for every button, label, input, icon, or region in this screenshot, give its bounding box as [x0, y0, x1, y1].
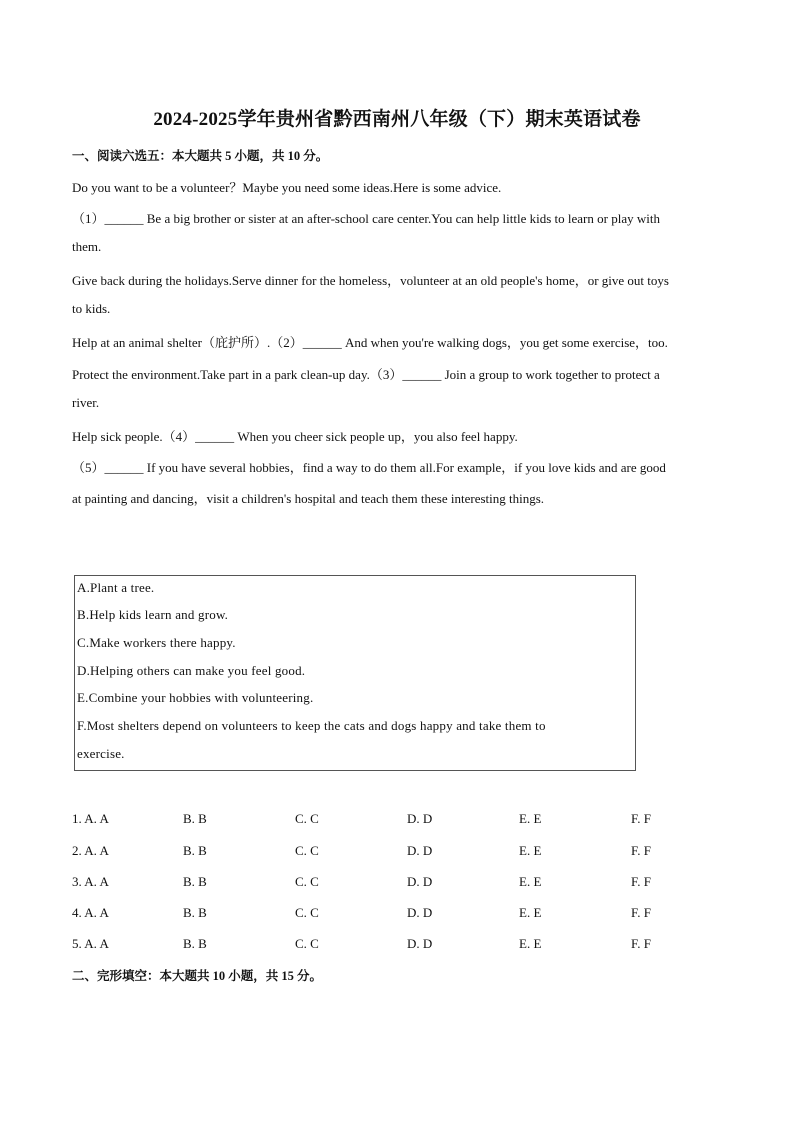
- passage-line-1: Do you want to be a volunteer？Maybe you need some ideas.Here is some advice.: [72, 180, 502, 195]
- answer-choice[interactable]: D. D: [407, 936, 433, 951]
- passage-line-3: them.: [72, 239, 102, 254]
- answer-choice[interactable]: 4. A. A: [72, 905, 109, 920]
- answer-choice[interactable]: F. F: [631, 811, 651, 826]
- passage-line-8: river.: [72, 395, 100, 410]
- answer-choice[interactable]: D. D: [407, 843, 433, 858]
- answer-choice[interactable]: F. F: [631, 874, 651, 889]
- section-2-heading: 二、完形填空：本大题共 10 小题，共 15 分。: [72, 969, 323, 983]
- option-d: D.Helping others can make you feel good.: [77, 663, 306, 678]
- answer-row-4: [72, 905, 732, 923]
- answer-choice[interactable]: C. C: [295, 843, 319, 858]
- answer-choice[interactable]: 2. A. A: [72, 843, 109, 858]
- answer-choice[interactable]: C. C: [295, 811, 319, 826]
- answer-choice[interactable]: B. B: [183, 811, 207, 826]
- passage-line-11: at painting and dancing，visit a children's hospital and teach them these interesting things.: [72, 491, 545, 506]
- page-title: 2024-2025学年贵州省黔西南州八年级（下）期末英语试卷: [153, 109, 641, 130]
- passage-line-2: （1）______ Be a big brother or sister at an after-school care center.You can help little kids to learn or play with: [72, 211, 660, 226]
- answer-choice[interactable]: 5. A. A: [72, 936, 109, 951]
- passage-line-10: （5）______ If you have several hobbies，find a way to do them all.For example，if you love kids and are good: [72, 460, 666, 475]
- answer-choice[interactable]: E. E: [519, 905, 542, 920]
- answer-choice[interactable]: B. B: [183, 936, 207, 951]
- answer-row-3: [72, 874, 732, 892]
- answer-choice[interactable]: D. D: [407, 905, 433, 920]
- answer-choice[interactable]: E. E: [519, 874, 542, 889]
- answer-choice[interactable]: B. B: [183, 843, 207, 858]
- answer-choice[interactable]: 3. A. A: [72, 874, 109, 889]
- answer-choice[interactable]: E. E: [519, 811, 542, 826]
- option-f-continued: exercise.: [77, 746, 125, 761]
- answer-choice[interactable]: C. C: [295, 874, 319, 889]
- answer-choice[interactable]: 1. A. A: [72, 811, 109, 826]
- option-f: F.Most shelters depend on volunteers to keep the cats and dogs happy and take them to: [77, 718, 546, 733]
- passage-line-6: Help at an animal shelter（庇护所）.（2）______ And when you're walking dogs，you get some exercise，too.: [72, 335, 668, 350]
- answer-choice[interactable]: B. B: [183, 874, 207, 889]
- option-e: E.Combine your hobbies with volunteering.: [77, 690, 314, 705]
- passage-line-9: Help sick people.（4）______ When you cheer sick people up，you also feel happy.: [72, 429, 518, 444]
- section-1-heading: 一、阅读六选五：本大题共 5 小题，共 10 分。: [72, 149, 329, 163]
- answer-row-1: [72, 811, 732, 829]
- answer-choice[interactable]: E. E: [519, 936, 542, 951]
- option-c: C.Make workers there happy.: [77, 635, 236, 650]
- answer-choice[interactable]: C. C: [295, 905, 319, 920]
- answer-choice[interactable]: E. E: [519, 843, 542, 858]
- passage-line-5: to kids.: [72, 301, 111, 316]
- options-box: [74, 575, 636, 771]
- answer-choice[interactable]: D. D: [407, 874, 433, 889]
- answer-choice[interactable]: F. F: [631, 843, 651, 858]
- option-b: B.Help kids learn and grow.: [77, 607, 229, 622]
- answer-row-2: [72, 843, 732, 861]
- answer-choice[interactable]: F. F: [631, 936, 651, 951]
- option-a: A.Plant a tree.: [77, 580, 155, 595]
- answer-choice[interactable]: C. C: [295, 936, 319, 951]
- passage-line-7: Protect the environment.Take part in a park clean-up day.（3）______ Join a group to work together to protect a: [72, 367, 660, 382]
- answer-choice[interactable]: B. B: [183, 905, 207, 920]
- answer-row-5: [72, 936, 732, 954]
- passage-line-4: Give back during the holidays.Serve dinner for the homeless，volunteer at an old people's home，or give out toys: [72, 273, 669, 288]
- answer-choice[interactable]: D. D: [407, 811, 433, 826]
- answer-choice[interactable]: F. F: [631, 905, 651, 920]
